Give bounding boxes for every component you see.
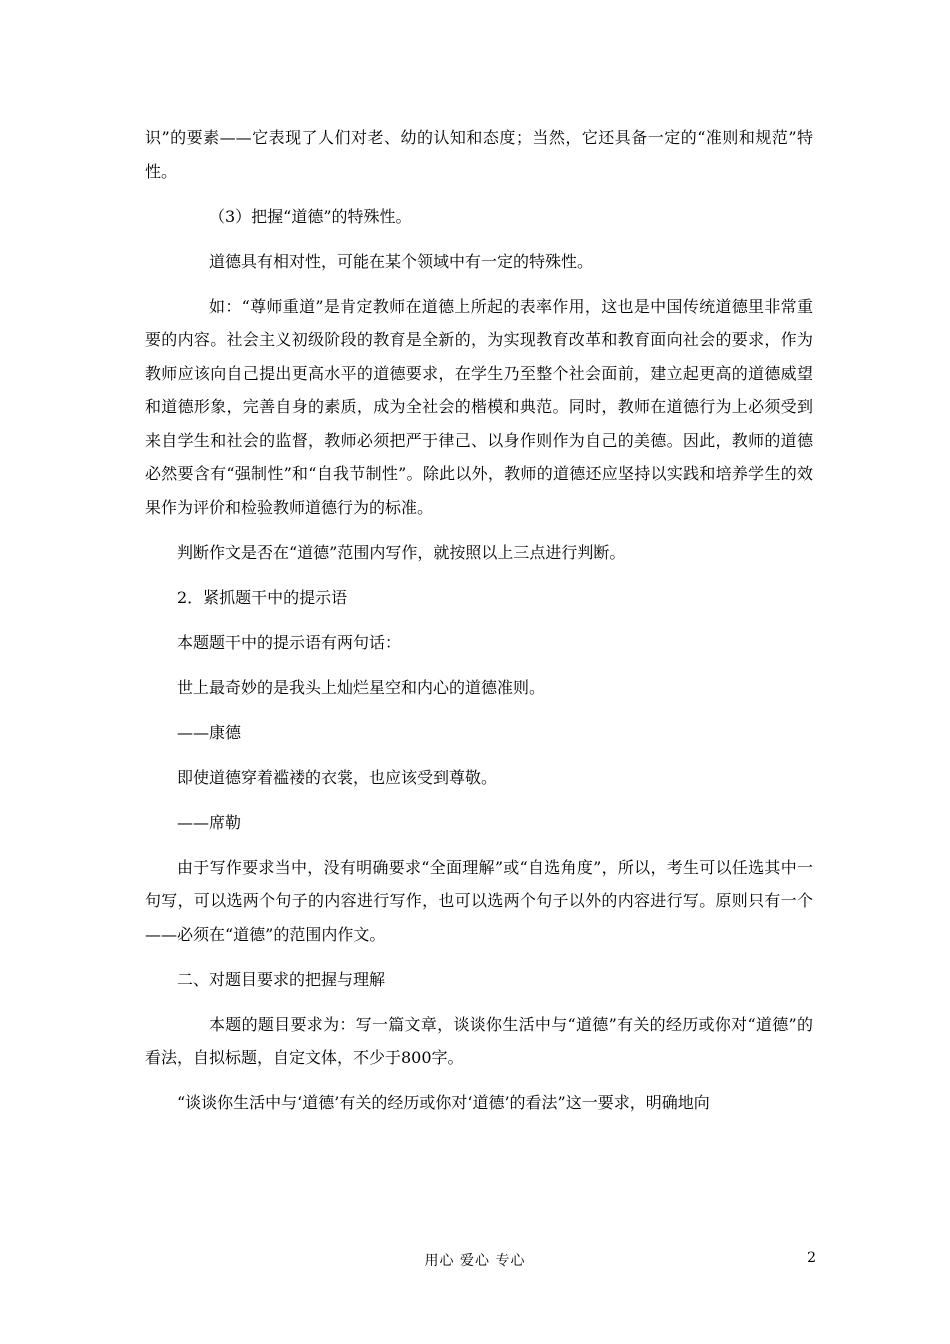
section-heading: 二、对题目要求的把握与理解 [177, 969, 386, 989]
paragraph: 识”的要素——它表现了人们对老、幼的认知和态度；当然，它还具备一定的“准则和规范”特性。 [145, 128, 813, 181]
paragraph: “谈谈你生活中与‘道德’有关的经历或你对‘道德’的看法”这一要求，明确地向 [177, 1093, 710, 1112]
quote: 即使道德穿着褴褛的衣裳，也应该受到尊敬。 [177, 767, 498, 787]
body-text [145, 121, 813, 1131]
quote-attribution: ——康德 [177, 722, 242, 742]
quote-attribution: ——席勒 [177, 812, 242, 832]
paragraph: 本题题干中的提示语有两句话： [177, 632, 402, 652]
paragraph: 本题的题目要求为：写一篇文章，谈谈你生活中与“道德”有关的经历或你对“道德”的看法，自拟标题，自定文体，不少于800字。 [145, 1014, 813, 1067]
paragraph: 由于写作要求当中，没有明确要求“全面理解”或“自选角度”，所以，考生可以任选其中一句写，可以选两个句子的内容进行写作，也可以选两个句子以外的内容进行写。原则只有一个——必须在“道德”的范围内作文。 [145, 857, 813, 944]
paragraph: 道德具有相对性，可能在某个领域中有一定的特殊性。 [209, 251, 594, 271]
footer-text: 用心 爱心 专心 [424, 1253, 526, 1269]
paragraph: 如：“尊师重道”是肯定教师在道德上所起的表率作用，这也是中国传统道德里非常重要的内容。社会主义初级阶段的教育是全新的，为实现教育改革和教育面向社会的要求，作为教师应该向自己提出更高水平的道德要求，在学生乃至整个社会面前，建立起更高的道德威望和道德形象，完善自身的素质，成为全社会的楷模和典范。同时，教师在道德行为上必须受到来自学生和社会的监督，教师必须把严于律己、以身作则作为自己的美德。因此，教师的道德必然要含有“强制性”和“自我节制性”。除此以外，教师的道德还应坚持以实践和培养学生的效果作为评价和检验教师道德行为的标准。 [145, 296, 813, 517]
section-heading: 2．紧抓题干中的提示语 [177, 587, 348, 607]
paragraph: （3）把握“道德”的特殊性。 [209, 206, 412, 226]
paragraph: 判断作文是否在“道德”范围内写作，就按照以上三点进行判断。 [177, 542, 626, 562]
page-number: 2 [807, 1250, 816, 1266]
quote: 世上最奇妙的是我头上灿烂星空和内心的道德准则。 [177, 677, 546, 697]
